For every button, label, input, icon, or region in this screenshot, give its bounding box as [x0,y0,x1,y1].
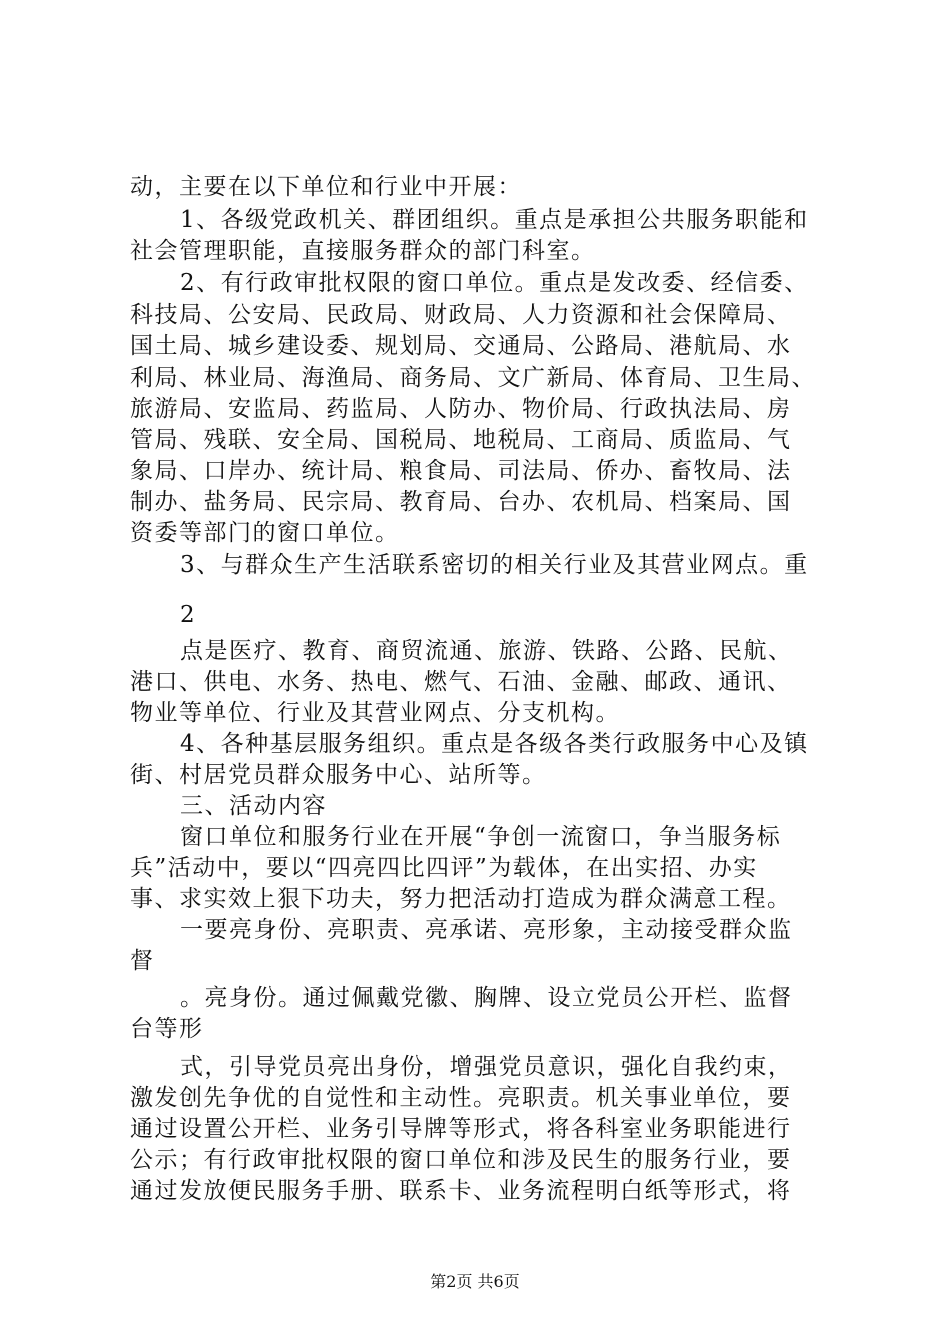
text-line: 事、求实效上狠下功夫，努力把活动打造成为群众满意工程。 [130,886,792,912]
page-number: 2 [180,602,195,628]
text-line: 通过设置公开栏、业务引导牌等形式，将各科室业务职能进行 [130,1116,792,1142]
text-line: 街、村居党员群众服务中心、站所等。 [130,762,547,788]
page-footer: 第2页 共6页 [430,1272,520,1291]
text-line: 式，引导党员亮出身份，增强党员意识，强化自我约束， [180,1054,793,1080]
text-line: 制办、盐务局、民宗局、教育局、台办、农机局、档案局、国 [130,489,792,515]
text-line: 兵”活动中，要以“四亮四比四评”为载体，在出实招、办实 [130,855,758,881]
section-heading: 三、活动内容 [180,793,327,819]
text-line: 台等形 [130,1016,204,1042]
text-line: 公示；有行政审批权限的窗口单位和涉及民生的服务行业，要 [130,1147,792,1173]
text-line: 3、与群众生产生活联系密切的相关行业及其营业网点。重 [180,552,809,578]
text-line: 督 [130,948,155,974]
text-line: 2、有行政审批权限的窗口单位。重点是发改委、经信委、 [180,270,809,296]
text-line: 旅游局、安监局、药监局、人防办、物价局、行政执法局、房 [130,396,792,422]
text-line: 激发创先争优的自觉性和主动性。亮职责。机关事业单位，要 [130,1085,792,1111]
text-line: 。亮身份。通过佩戴党徽、胸牌、设立党员公开栏、监督 [180,985,793,1011]
text-line: 科技局、公安局、民政局、财政局、人力资源和社会保障局、 [130,302,792,328]
text-line: 社会管理职能，直接服务群众的部门科室。 [130,238,596,264]
text-line: 通过发放便民服务手册、联系卡、业务流程明白纸等形式，将 [130,1178,792,1204]
text-line: 管局、残联、安全局、国税局、地税局、工商局、质监局、气 [130,427,792,453]
text-line: 点是医疗、教育、商贸流通、旅游、铁路、公路、民航、 [180,638,793,664]
text-line: 象局、口岸办、统计局、粮食局、司法局、侨办、畜牧局、法 [130,458,792,484]
text-line: 一要亮身份、亮职责、亮承诺、亮形象，主动接受群众监 [180,917,793,943]
text-line: 利局、林业局、海渔局、商务局、文广新局、体育局、卫生局、 [130,365,816,391]
text-line: 物业等单位、行业及其营业网点、分支机构。 [130,700,620,726]
text-line: 动，主要在以下单位和行业中开展： [130,174,522,200]
text-line: 窗口单位和服务行业在开展“争创一流窗口，争当服务标 [180,824,782,850]
text-line: 4、各种基层服务组织。重点是各级各类行政服务中心及镇 [180,731,809,757]
text-line: 资委等部门的窗口单位。 [130,520,400,546]
text-line: 港口、供电、水务、热电、燃气、石油、金融、邮政、通讯、 [130,669,792,695]
text-line: 1、各级党政机关、群团组织。重点是承担公共服务职能和 [180,207,809,233]
text-line: 国土局、城乡建设委、规划局、交通局、公路局、港航局、水 [130,333,792,359]
